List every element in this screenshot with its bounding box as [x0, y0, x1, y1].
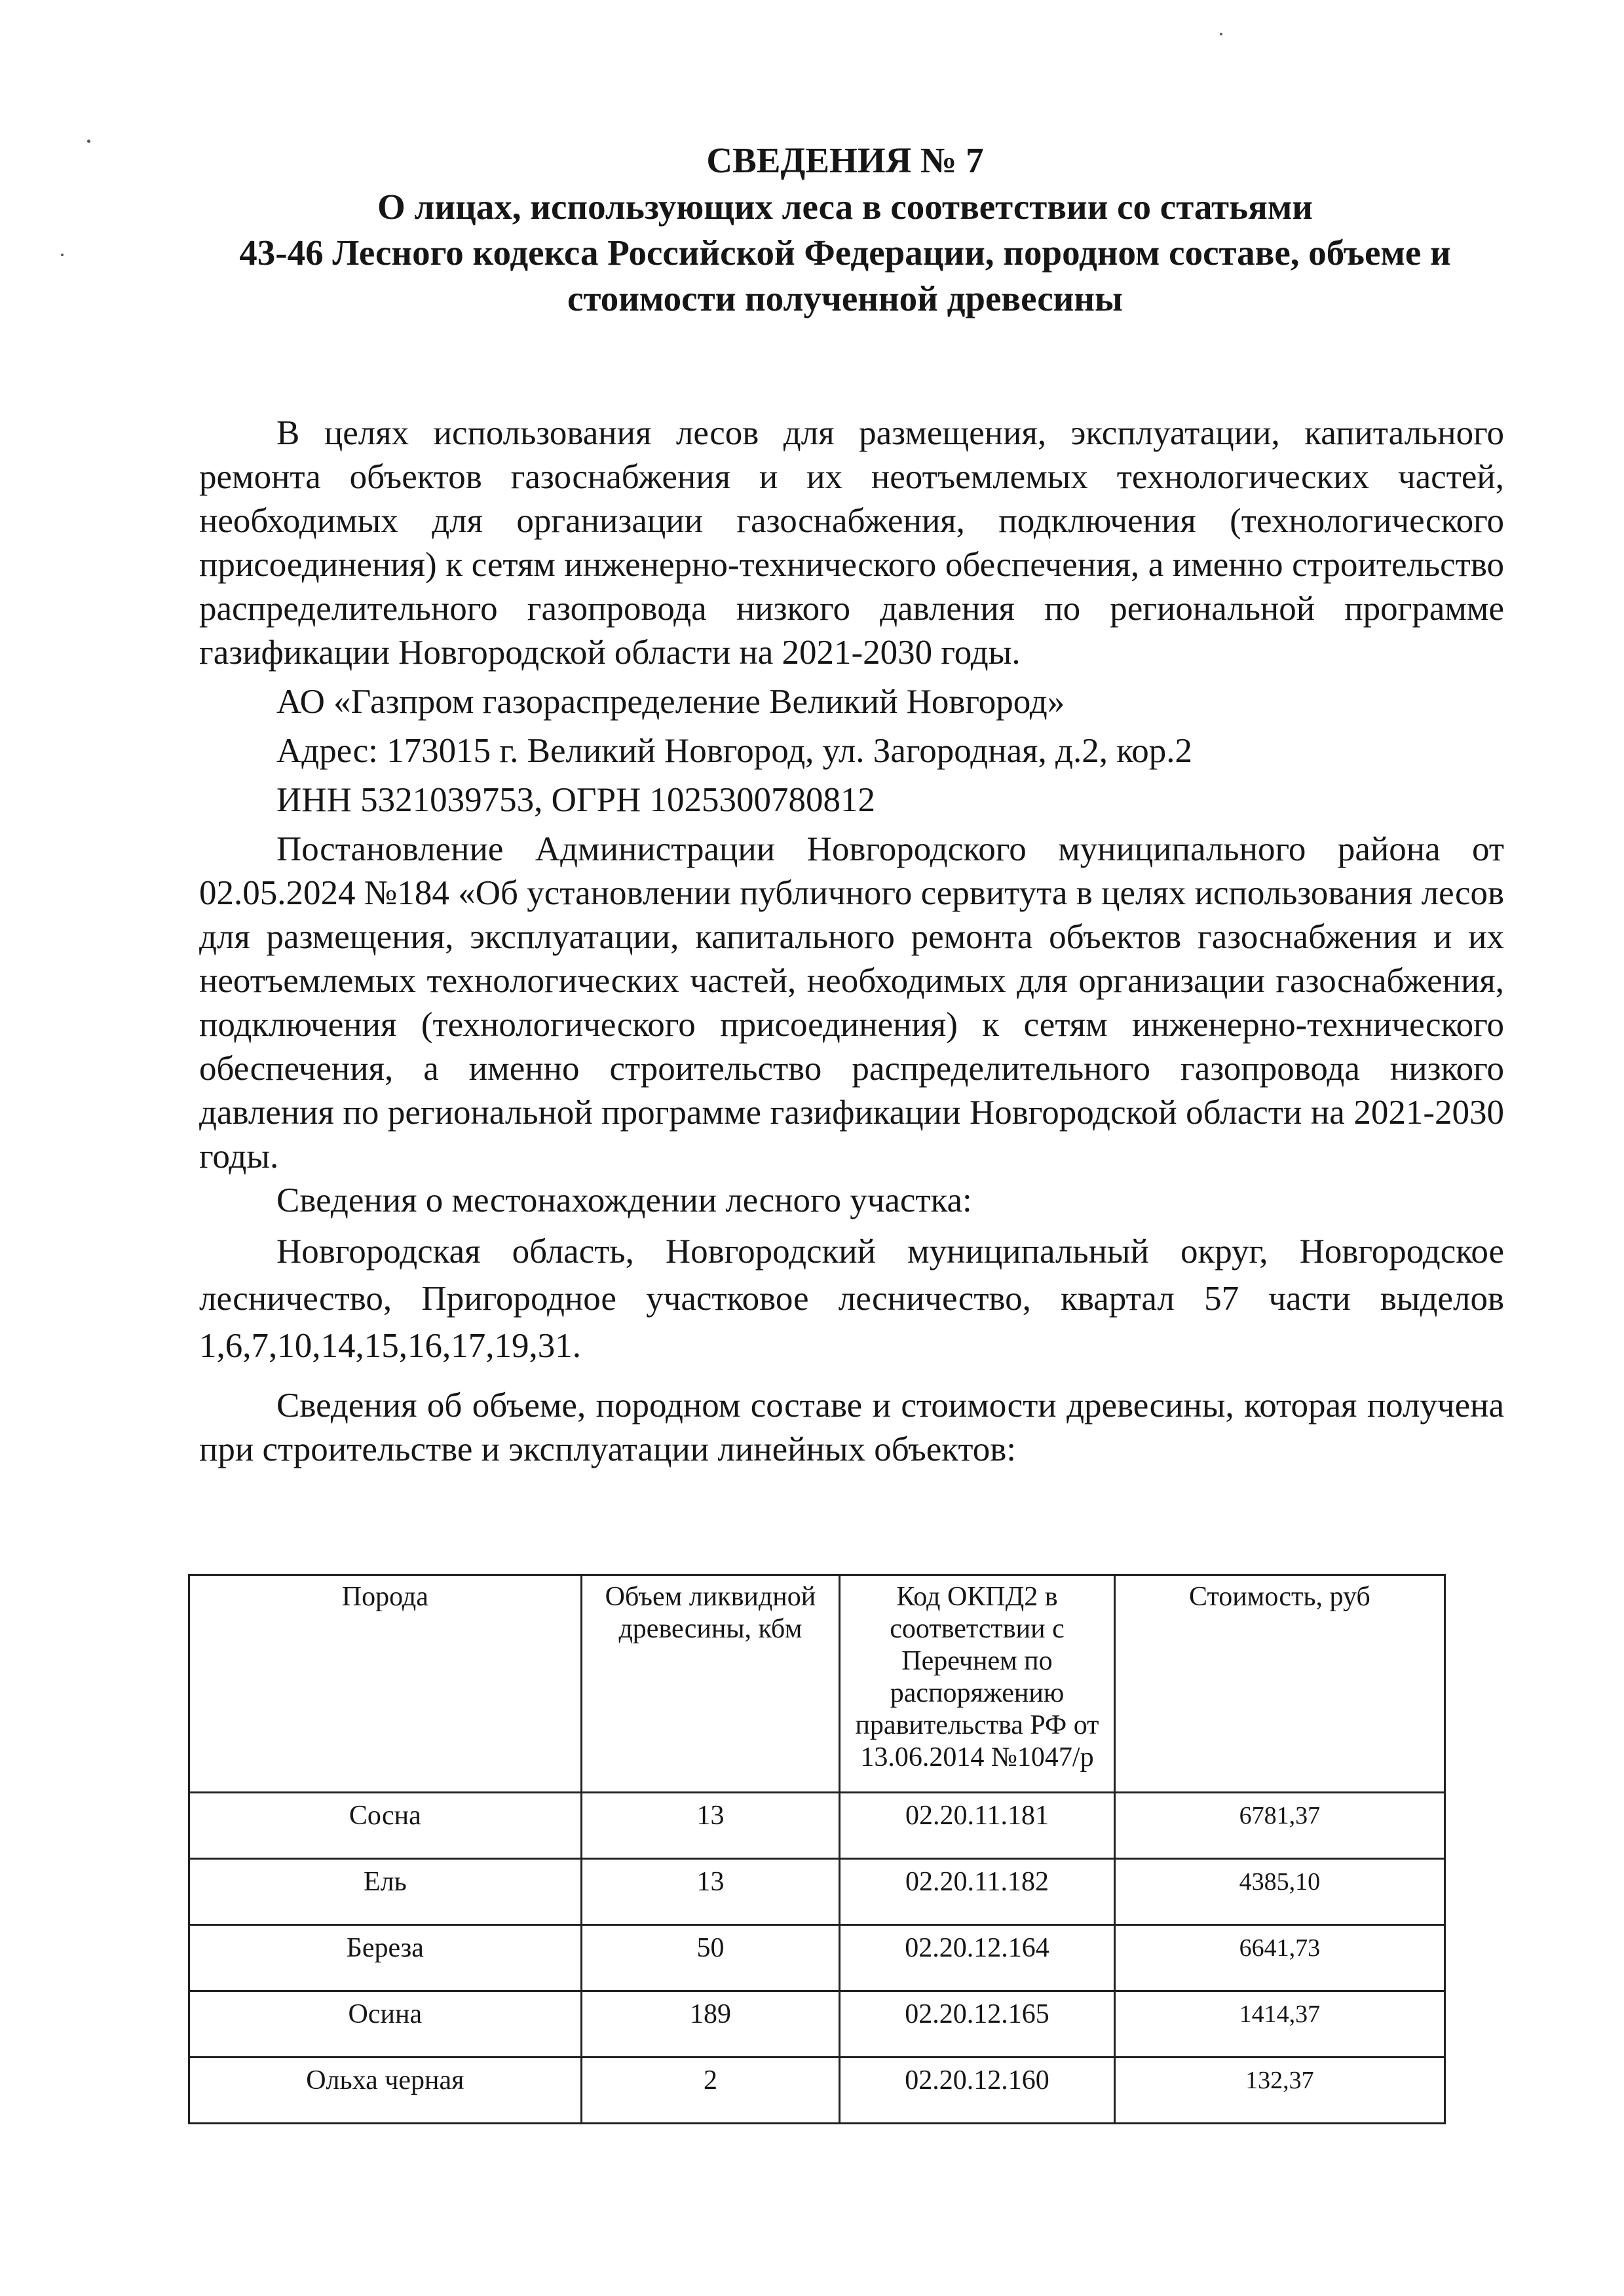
company-address: Адрес: 173015 г. Великий Новгород, ул. Загородная, д.2, кор.2 [276, 732, 1193, 770]
cell-volume: 50 [581, 1925, 840, 1991]
table-row [189, 1859, 1445, 1925]
table-row [189, 1925, 1445, 1991]
cell-volume: 2 [581, 2057, 840, 2124]
scan-speck [1220, 33, 1222, 35]
header-species: Порода [189, 1575, 582, 1793]
decree-paragraph: Постановление Администрации Новгородского муниципального района от 02.05.2024 №184 «Об установлении публичного сервитута в целях использования лесов для размещения, эксплуатации, капитального ремонта объектов газоснабжения и их неотъемлемых технологических частей, необходимых для организации газоснабжения, подключения (технологического присоединения) к сетям инженерно-технического обеспечения, а именно строительство распределительного газопровода низкого давления по региональной программе газификации Новгородской области на 2021-2030 годы. [199, 830, 1504, 1176]
header-volume: Объем ликвидной древесины, кбм [581, 1575, 840, 1793]
document-title: СВЕДЕНИЯ № 7 [706, 140, 984, 180]
cell-species: Сосна [189, 1793, 582, 1859]
cell-species: Береза [189, 1925, 582, 1991]
cell-code: 02.20.12.165 [840, 1991, 1115, 2057]
volume-intro-paragraph: Сведения об объеме, породном составе и стоимости древесины, которая получена при строительстве и эксплуатации линейных объектов: [199, 1387, 1504, 1468]
timber-table [188, 1574, 1446, 2124]
table-row [189, 1991, 1445, 2057]
cell-code: 02.20.12.160 [840, 2057, 1115, 2124]
cell-volume: 13 [581, 1859, 840, 1925]
cell-volume: 189 [581, 1991, 840, 2057]
cell-cost: 1414,37 [1114, 1991, 1445, 2057]
cell-code: 02.20.11.182 [840, 1859, 1115, 1925]
heading-line-2: 43-46 Лесного кодекса Российской Федерации, породном составе, объеме и [239, 233, 1451, 273]
cell-code: 02.20.12.164 [840, 1925, 1115, 1991]
cell-cost: 6781,37 [1114, 1793, 1445, 1859]
cell-cost: 132,37 [1114, 2057, 1445, 2124]
cell-code: 02.20.11.181 [840, 1793, 1115, 1859]
location-paragraph: Новгородская область, Новгородский муниципальный округ, Новгородское лесничество, Пригородное участковое лесничество, квартал 57 части выделов 1,6,7,10,14,15,16,17,19,31. [199, 1233, 1504, 1365]
location-heading: Сведения о местонахождении лесного участка: [276, 1181, 972, 1219]
scan-speck [87, 140, 90, 143]
document-heading [197, 138, 1494, 322]
cell-species: Ольха черная [189, 2057, 582, 2124]
company-name: АО «Газпром газораспределение Великий Новгород» [276, 683, 1065, 721]
table-header-row [189, 1575, 1445, 1793]
cell-species: Осина [189, 1991, 582, 2057]
heading-line-1: О лицах, использующих леса в соответствии со статьями [377, 187, 1313, 227]
company-ids: ИНН 5321039753, ОГРН 1025300780812 [276, 781, 875, 819]
cell-species: Ель [189, 1859, 582, 1925]
header-okpd2-code: Код ОКПД2 в соответствии с Перечнем по распоряжению правительства РФ от 13.06.2014 №1047/р [840, 1575, 1115, 1793]
header-cost: Стоимость, руб [1114, 1575, 1445, 1793]
table-row [189, 1793, 1445, 1859]
scan-speck [61, 254, 64, 256]
heading-line-3: стоимости полученной древесины [567, 278, 1123, 318]
cell-cost: 4385,10 [1114, 1859, 1445, 1925]
cell-cost: 6641,73 [1114, 1925, 1445, 1991]
purpose-paragraph: В целях использования лесов для размещения, эксплуатации, капитального ремонта объектов газоснабжения и их неотъемлемых технологических частей, необходимых для организации газоснабжения, подключения (технологического присоединения) к сетям инженерно-технического обеспечения, а именно строительство распределительного газопровода низкого давления по региональной программе газификации Новгородской области на 2021-2030 годы. [199, 414, 1504, 672]
cell-volume: 13 [581, 1793, 840, 1859]
table-row [189, 2057, 1445, 2124]
document-body [199, 411, 1504, 1472]
